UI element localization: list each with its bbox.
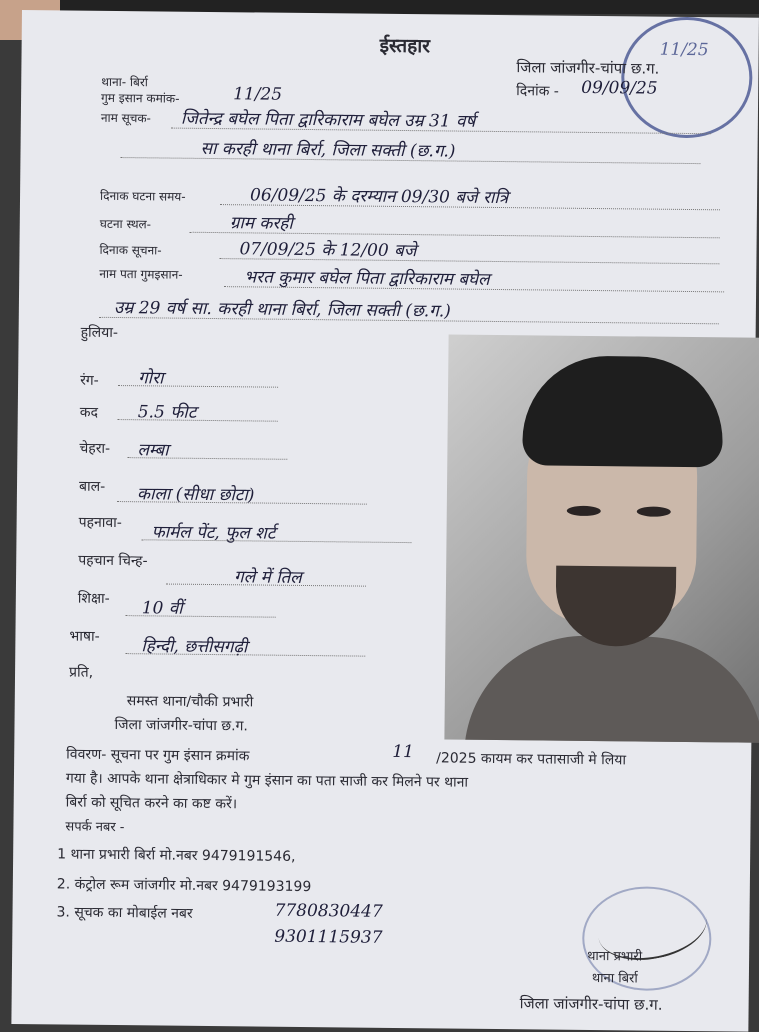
informant-value-2: सा करही थाना बिर्रा, जिला सक्ती (छ.ग.) (200, 138, 456, 162)
informant-label: नाम सूचक- (100, 110, 151, 126)
notice-title: ईस्तहार (379, 34, 431, 58)
contact-item-3: 3. सूचक का मोबाईल नबर (56, 904, 193, 922)
desc-value-7: हिन्दी, छत्तीसगढ़ी (141, 636, 248, 658)
details-gum-number: 11 (392, 741, 414, 763)
description-heading: हुलिया- (80, 324, 119, 342)
incident-time-value: 06/09/25 के दरम्यान 09/30 बजे रात्रि (249, 185, 509, 209)
prati-label: प्रति, (68, 664, 94, 681)
missing-person-value-1: भरत कुमार बघेल पिता द्वारिकाराम बघेल (244, 267, 490, 290)
gum-label: गुम इसान कमांक- (101, 90, 180, 106)
signature-line-3: जिला जांजगीर-चांपा छ.ग. (519, 994, 663, 1014)
contact-item-1: 1 थाना प्रभारी बिर्रा मो.नबर 9479191546, (57, 846, 296, 865)
desc-label-0: रंग- (80, 372, 99, 389)
desc-label-7: भाषा- (69, 628, 100, 645)
desc-value-1: 5.5 फीट (137, 402, 197, 423)
signature-line-1: थाना प्रभारी (587, 948, 643, 965)
missing-person-photo (444, 334, 759, 742)
addressee-line-2: जिला जांजगीर-चांपा छ.ग. (114, 717, 249, 735)
desc-value-6: 10 वीं (141, 598, 183, 619)
thana-label: थाना- बिर्रा (101, 74, 148, 90)
desc-label-4: पहनावा- (78, 514, 122, 532)
addressee-line-1: समस्त थाना/चौकी प्रभारी (126, 693, 254, 711)
desc-label-6: शिक्षा- (77, 590, 110, 607)
desc-value-3: काला (सीधा छोटा) (136, 484, 255, 506)
incident-time-label: दिनाक घटना समय- (99, 188, 186, 204)
desc-value-0: गोरा (138, 368, 164, 389)
notice-paper (11, 10, 759, 1032)
desc-label-2: चेहरा- (79, 440, 111, 457)
place-label: घटना स्थल- (99, 216, 152, 232)
gum-value: 11/25 (233, 84, 283, 105)
desc-value-4: फार्मल पेंट, फुल शर्ट (151, 522, 276, 544)
contacts-heading: सपर्क नबर - (65, 819, 125, 836)
desc-label-3: बाल- (78, 478, 106, 495)
signature-line-2: थाना बिर्रा (591, 971, 638, 987)
informant-mobile-1: 7780830447 (274, 900, 383, 922)
desc-label-5: पहचान चिन्ह- (78, 552, 148, 570)
details-line-2: गया है। आपके थाना क्षेत्राधिकार मे गुम इंसान का पता साजी कर मिलने पर थाना (65, 770, 469, 791)
missing-person-label: नाम पता गुमइसान- (99, 266, 183, 282)
date-value: 09/09/25 (581, 77, 658, 99)
info-date-label: दिनाक सूचना- (99, 242, 162, 258)
district-label: जिला जांजगीर-चांपा छ.ग. (516, 58, 660, 78)
informant-value-1: जितेन्द्र बघेल पिता द्वारिकाराम बघेल उम्र 31 वर्ष (180, 108, 476, 132)
details-line-3: बिर्रा को सूचित करने का कष्ट करें। (65, 794, 238, 813)
info-date-value: 07/09/25 के 12/00 बजे (239, 239, 417, 262)
details-line-1b: /2025 कायम कर पतासाजी मे लिया (436, 750, 627, 769)
details-line-1a: विवरण- सूचना पर गुम इंसान क्रमांक (66, 746, 250, 765)
missing-person-value-2: उम्र 29 वर्ष सा. करही थाना बिर्रा, जिला सक्ती (छ.ग.) (113, 297, 451, 322)
desc-value-2: लम्बा (137, 440, 169, 461)
place-value: ग्राम करही (229, 213, 293, 234)
informant-mobile-2: 9301115937 (274, 926, 383, 948)
police-seal-stamp: 11/25 (621, 16, 753, 138)
desc-value-5: गले में तिल (233, 567, 302, 588)
desc-label-1: कद (79, 404, 99, 421)
contact-item-2: 2. कंट्रोल रूम जांजगीर मो.नबर 9479193199 (56, 876, 312, 896)
date-label: दिनांक - (516, 83, 559, 100)
